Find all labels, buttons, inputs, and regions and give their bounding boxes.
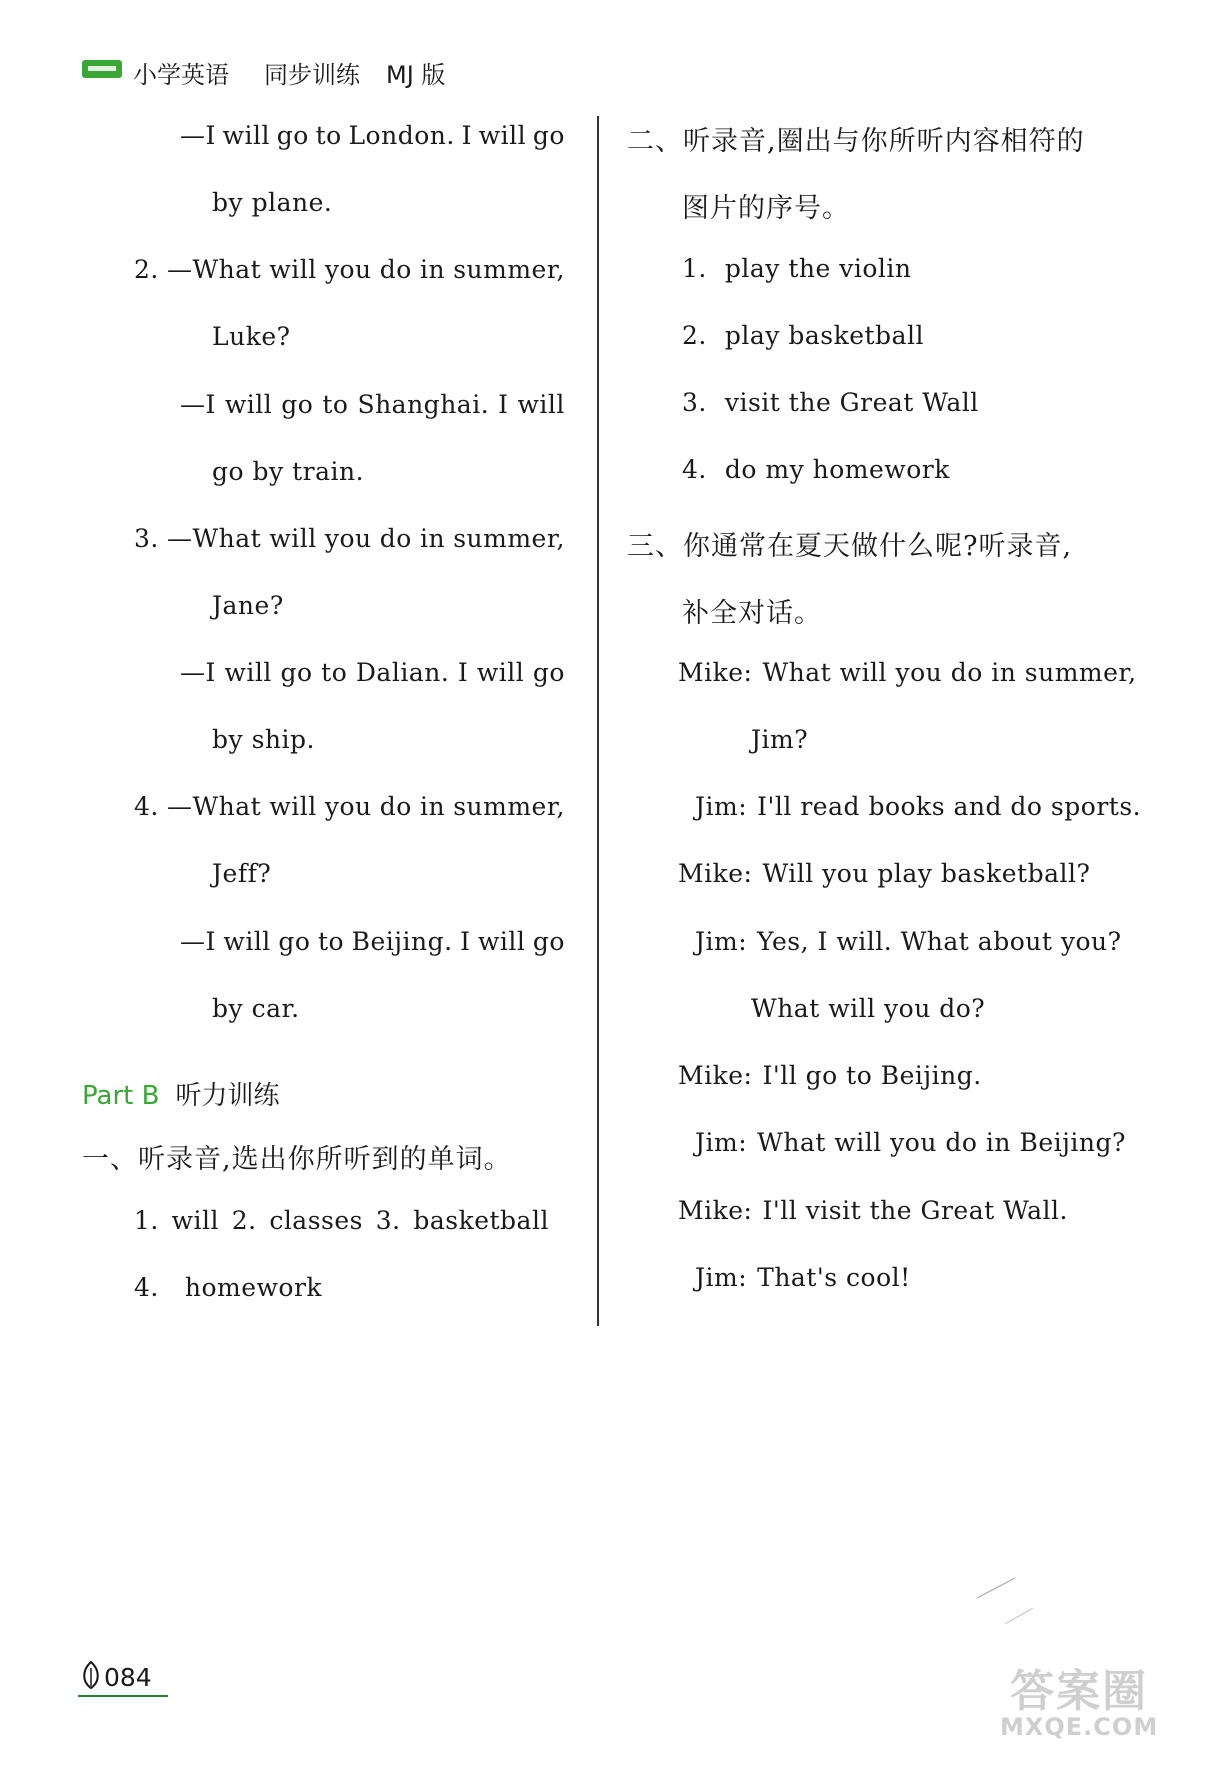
speaker-label: Mike: xyxy=(678,859,753,888)
word: to xyxy=(321,658,348,687)
word: —What xyxy=(166,792,262,821)
dialogue-text: Yes, I will. What about you? xyxy=(757,927,1122,956)
left-line xyxy=(180,927,565,956)
section2-item xyxy=(682,388,979,417)
word: will xyxy=(476,658,525,687)
dialogue-text: I'll visit the Great Wall. xyxy=(762,1196,1068,1225)
left-line xyxy=(134,792,565,821)
dialogue-line xyxy=(695,792,1141,821)
word: 3. xyxy=(134,524,159,553)
word: I xyxy=(461,121,472,150)
section2-item xyxy=(682,455,950,484)
dialogue-text: What will you do in Beijing? xyxy=(757,1128,1126,1157)
section2-item xyxy=(682,254,912,283)
section1-answers-row1 xyxy=(134,1206,549,1235)
speaker-label: Mike: xyxy=(678,1196,753,1225)
dialogue-line xyxy=(751,994,985,1023)
part-b-label: Part B xyxy=(82,1081,160,1111)
section2-title-line1: 二、听录音,圈出与你所听内容相符的 xyxy=(627,126,1085,157)
answer-token: 3. xyxy=(375,1206,401,1235)
dialogue-line xyxy=(678,1196,1068,1225)
word: summer, xyxy=(453,524,565,553)
column-divider xyxy=(597,116,599,1326)
dialogue-line xyxy=(751,725,808,754)
part-b-heading xyxy=(82,1075,279,1112)
section3-title-line2: 补全对话。 xyxy=(682,598,822,629)
word: —What xyxy=(166,255,262,284)
speaker-label: Jim: xyxy=(695,1128,748,1157)
left-line: Luke? xyxy=(212,322,291,351)
section1-answers-row2 xyxy=(134,1273,322,1302)
word: summer, xyxy=(453,255,565,284)
left-line xyxy=(180,658,565,687)
watermark xyxy=(1000,1655,1158,1741)
item-text: play the violin xyxy=(724,254,912,283)
speaker-label: Jim: xyxy=(695,792,748,821)
dialogue-text: What will you do? xyxy=(751,994,986,1023)
left-line xyxy=(180,390,565,419)
word: Dalian. xyxy=(355,658,450,687)
word: do xyxy=(379,524,412,553)
answer-token: 1. xyxy=(134,1206,159,1235)
left-line: by ship. xyxy=(212,725,315,754)
speaker-label: Jim: xyxy=(695,927,748,956)
page-number-leaf-icon xyxy=(80,1660,102,1694)
word: in xyxy=(419,255,446,284)
word: do xyxy=(379,255,412,284)
word: will xyxy=(478,927,526,956)
dialogue-text: That's cool! xyxy=(757,1263,911,1292)
answer-token: classes xyxy=(269,1206,363,1235)
header-book-title: 小学英语 xyxy=(133,61,229,89)
word: 2. xyxy=(134,255,159,284)
answer-token: 4. xyxy=(134,1273,159,1302)
word: to xyxy=(317,927,345,956)
word: will xyxy=(269,255,317,284)
word: will xyxy=(269,524,317,553)
dialogue-text: Will you play basketball? xyxy=(762,859,1091,888)
dialogue-line xyxy=(695,927,1122,956)
section1-title: 一、听录音,选出你所听到的单词。 xyxy=(82,1144,512,1175)
word: —I xyxy=(180,927,216,956)
header-logo-icon xyxy=(82,58,122,84)
dialogue-text: I'll read books and do sports. xyxy=(757,792,1142,821)
dialogue-line xyxy=(695,1128,1126,1157)
pencil-mark-decoration xyxy=(975,1568,1035,1632)
word: —I xyxy=(180,658,216,687)
left-line xyxy=(134,524,565,553)
item-number: 3. xyxy=(682,388,707,417)
word: Shanghai. xyxy=(357,390,490,419)
word: will xyxy=(222,121,271,150)
word: to xyxy=(322,390,349,419)
part-b-title: 听力训练 xyxy=(175,1081,280,1111)
word: do xyxy=(379,792,412,821)
dialogue-line xyxy=(678,658,1137,687)
word: —I xyxy=(180,121,216,150)
word: you xyxy=(324,255,372,284)
word: go xyxy=(532,658,565,687)
watermark-logo: 答案圈 xyxy=(1010,1666,1149,1717)
dialogue-text: Jim? xyxy=(751,725,809,754)
section2-item xyxy=(682,321,924,350)
word: you xyxy=(324,792,372,821)
word: Beijing. xyxy=(351,927,453,956)
page-number-underline xyxy=(78,1695,168,1697)
speaker-label: Mike: xyxy=(678,658,753,687)
dialogue-line xyxy=(678,859,1090,888)
word: to xyxy=(315,121,342,150)
item-text: play basketball xyxy=(724,321,924,350)
item-number: 4. xyxy=(682,455,707,484)
dialogue-line xyxy=(695,1263,911,1292)
dialogue-text: What will you do in summer, xyxy=(762,658,1137,687)
word: go xyxy=(532,121,565,150)
word: —What xyxy=(166,524,262,553)
word: summer, xyxy=(453,792,565,821)
section3-title-line1: 三、你通常在夏天做什么呢?听录音, xyxy=(627,531,1073,562)
word: go xyxy=(280,658,313,687)
word: I xyxy=(498,390,509,419)
left-line: by car. xyxy=(212,994,300,1023)
word: will xyxy=(223,927,271,956)
word: I xyxy=(457,658,469,687)
word: will xyxy=(517,390,565,419)
word: London. xyxy=(348,121,455,150)
answer-token: homework xyxy=(184,1273,323,1302)
word: go xyxy=(276,121,309,150)
watermark-url: MXQE.COM xyxy=(1000,1713,1159,1741)
word: in xyxy=(419,524,446,553)
word: will xyxy=(269,792,317,821)
word: will xyxy=(224,390,273,419)
answer-token: basketball xyxy=(413,1206,549,1235)
left-line: Jane? xyxy=(212,591,284,620)
header-edition: MJ 版 xyxy=(386,61,446,89)
left-line xyxy=(134,255,565,284)
page-number: 084 xyxy=(104,1663,152,1692)
dialogue-text: I'll go to Beijing. xyxy=(762,1061,982,1090)
left-line: by plane. xyxy=(212,188,333,217)
word: you xyxy=(324,524,372,553)
speaker-label: Mike: xyxy=(678,1061,753,1090)
item-number: 2. xyxy=(682,321,707,350)
word: will xyxy=(224,658,272,687)
word: will xyxy=(478,121,527,150)
word: go xyxy=(281,390,314,419)
dialogue-line xyxy=(678,1061,982,1090)
left-line: go by train. xyxy=(212,457,365,486)
item-text: do my homework xyxy=(724,455,950,484)
item-number: 1. xyxy=(682,254,707,283)
word: I xyxy=(460,927,471,956)
speaker-label: Jim: xyxy=(695,1263,748,1292)
item-text: visit the Great Wall xyxy=(724,388,979,417)
word: 4. xyxy=(134,792,159,821)
word: go xyxy=(532,927,565,956)
word: —I xyxy=(180,390,216,419)
word: in xyxy=(419,792,446,821)
word: go xyxy=(278,927,311,956)
header-series: 同步训练 xyxy=(264,61,360,89)
section2-title-line2: 图片的序号。 xyxy=(682,193,850,224)
left-line: Jeff? xyxy=(212,859,272,888)
answer-token: will xyxy=(171,1206,219,1235)
answer-token: 2. xyxy=(231,1206,257,1235)
left-line xyxy=(180,121,565,150)
